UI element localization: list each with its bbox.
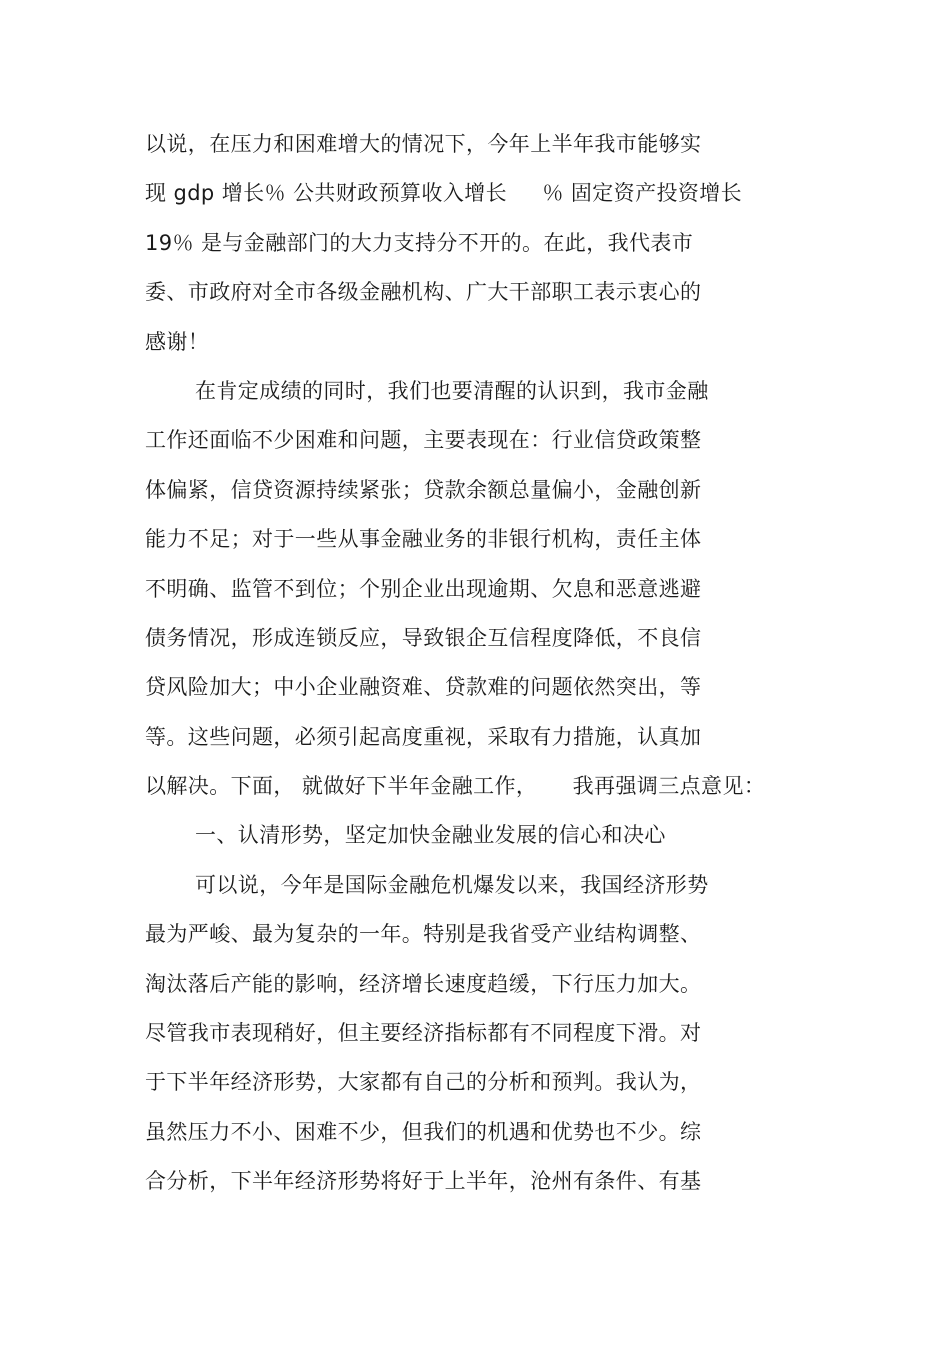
text-line: 等。这些问题，必须引起高度重视，采取有力措施，认真加 [145, 724, 702, 749]
text-line: 19％ 是与金融部门的大力支持分不开的。在此，我代表市 [145, 230, 694, 255]
text-line: 以解决。下面， 就做好下半年金融工作， 我再强调三点意见： [145, 774, 766, 799]
body-text [145, 120, 805, 1207]
text-line: 能力不足；对于一些从事金融业务的非银行机构，责任主体 [145, 527, 702, 552]
section-heading: 一、认清形势，坚定加快金融业发展的信心和决心 [195, 823, 666, 848]
text-line: 感谢！ [145, 329, 210, 354]
text-line: 虽然压力不小、困难不少，但我们的机遇和优势也不少。综 [145, 1119, 702, 1144]
paragraph-start-line: 可以说，今年是国际金融危机爆发以来，我国经济形势 [195, 872, 709, 897]
text-line: 以说，在压力和困难增大的情况下，今年上半年我市能够实 [145, 132, 702, 156]
text-line: 最为严峻、最为复杂的一年。特别是我省受产业结构调整、 [145, 922, 702, 947]
text-line: 债务情况，形成连锁反应，导致银企互信程度降低，不良信 [145, 625, 702, 650]
text-line: 委、市政府对全市各级金融机构、广大干部职工表示衷心的 [145, 280, 702, 305]
text-line: 现 gdp 增长％ 公共财政预算收入增长 ％ 固定资产投资增长 [145, 181, 743, 206]
text-line: 合分析，下半年经济形势将好于上半年，沧州有条件、有基 [145, 1169, 702, 1194]
text-line: 贷风险加大；中小企业融资难、贷款难的问题依然突出，等 [145, 675, 702, 700]
text-line: 不明确、监管不到位；个别企业出现逾期、欠息和恶意逃避 [145, 576, 702, 601]
text-line: 尽管我市表现稍好，但主要经济指标都有不同程度下滑。对 [145, 1021, 702, 1046]
text-line: 体偏紧，信贷资源持续紧张；贷款余额总量偏小，金融创新 [145, 477, 702, 502]
text-line: 淘汰落后产能的影响，经济增长速度趋缓，下行压力加大。 [145, 971, 702, 996]
text-line: 于下半年经济形势，大家都有自己的分析和预判。我认为， [145, 1070, 702, 1095]
paragraph-start-line: 在肯定成绩的同时，我们也要清醒的认识到，我市金融 [195, 378, 709, 403]
text-line: 工作还面临不少困难和问题，主要表现在：行业信贷政策整 [145, 428, 702, 453]
